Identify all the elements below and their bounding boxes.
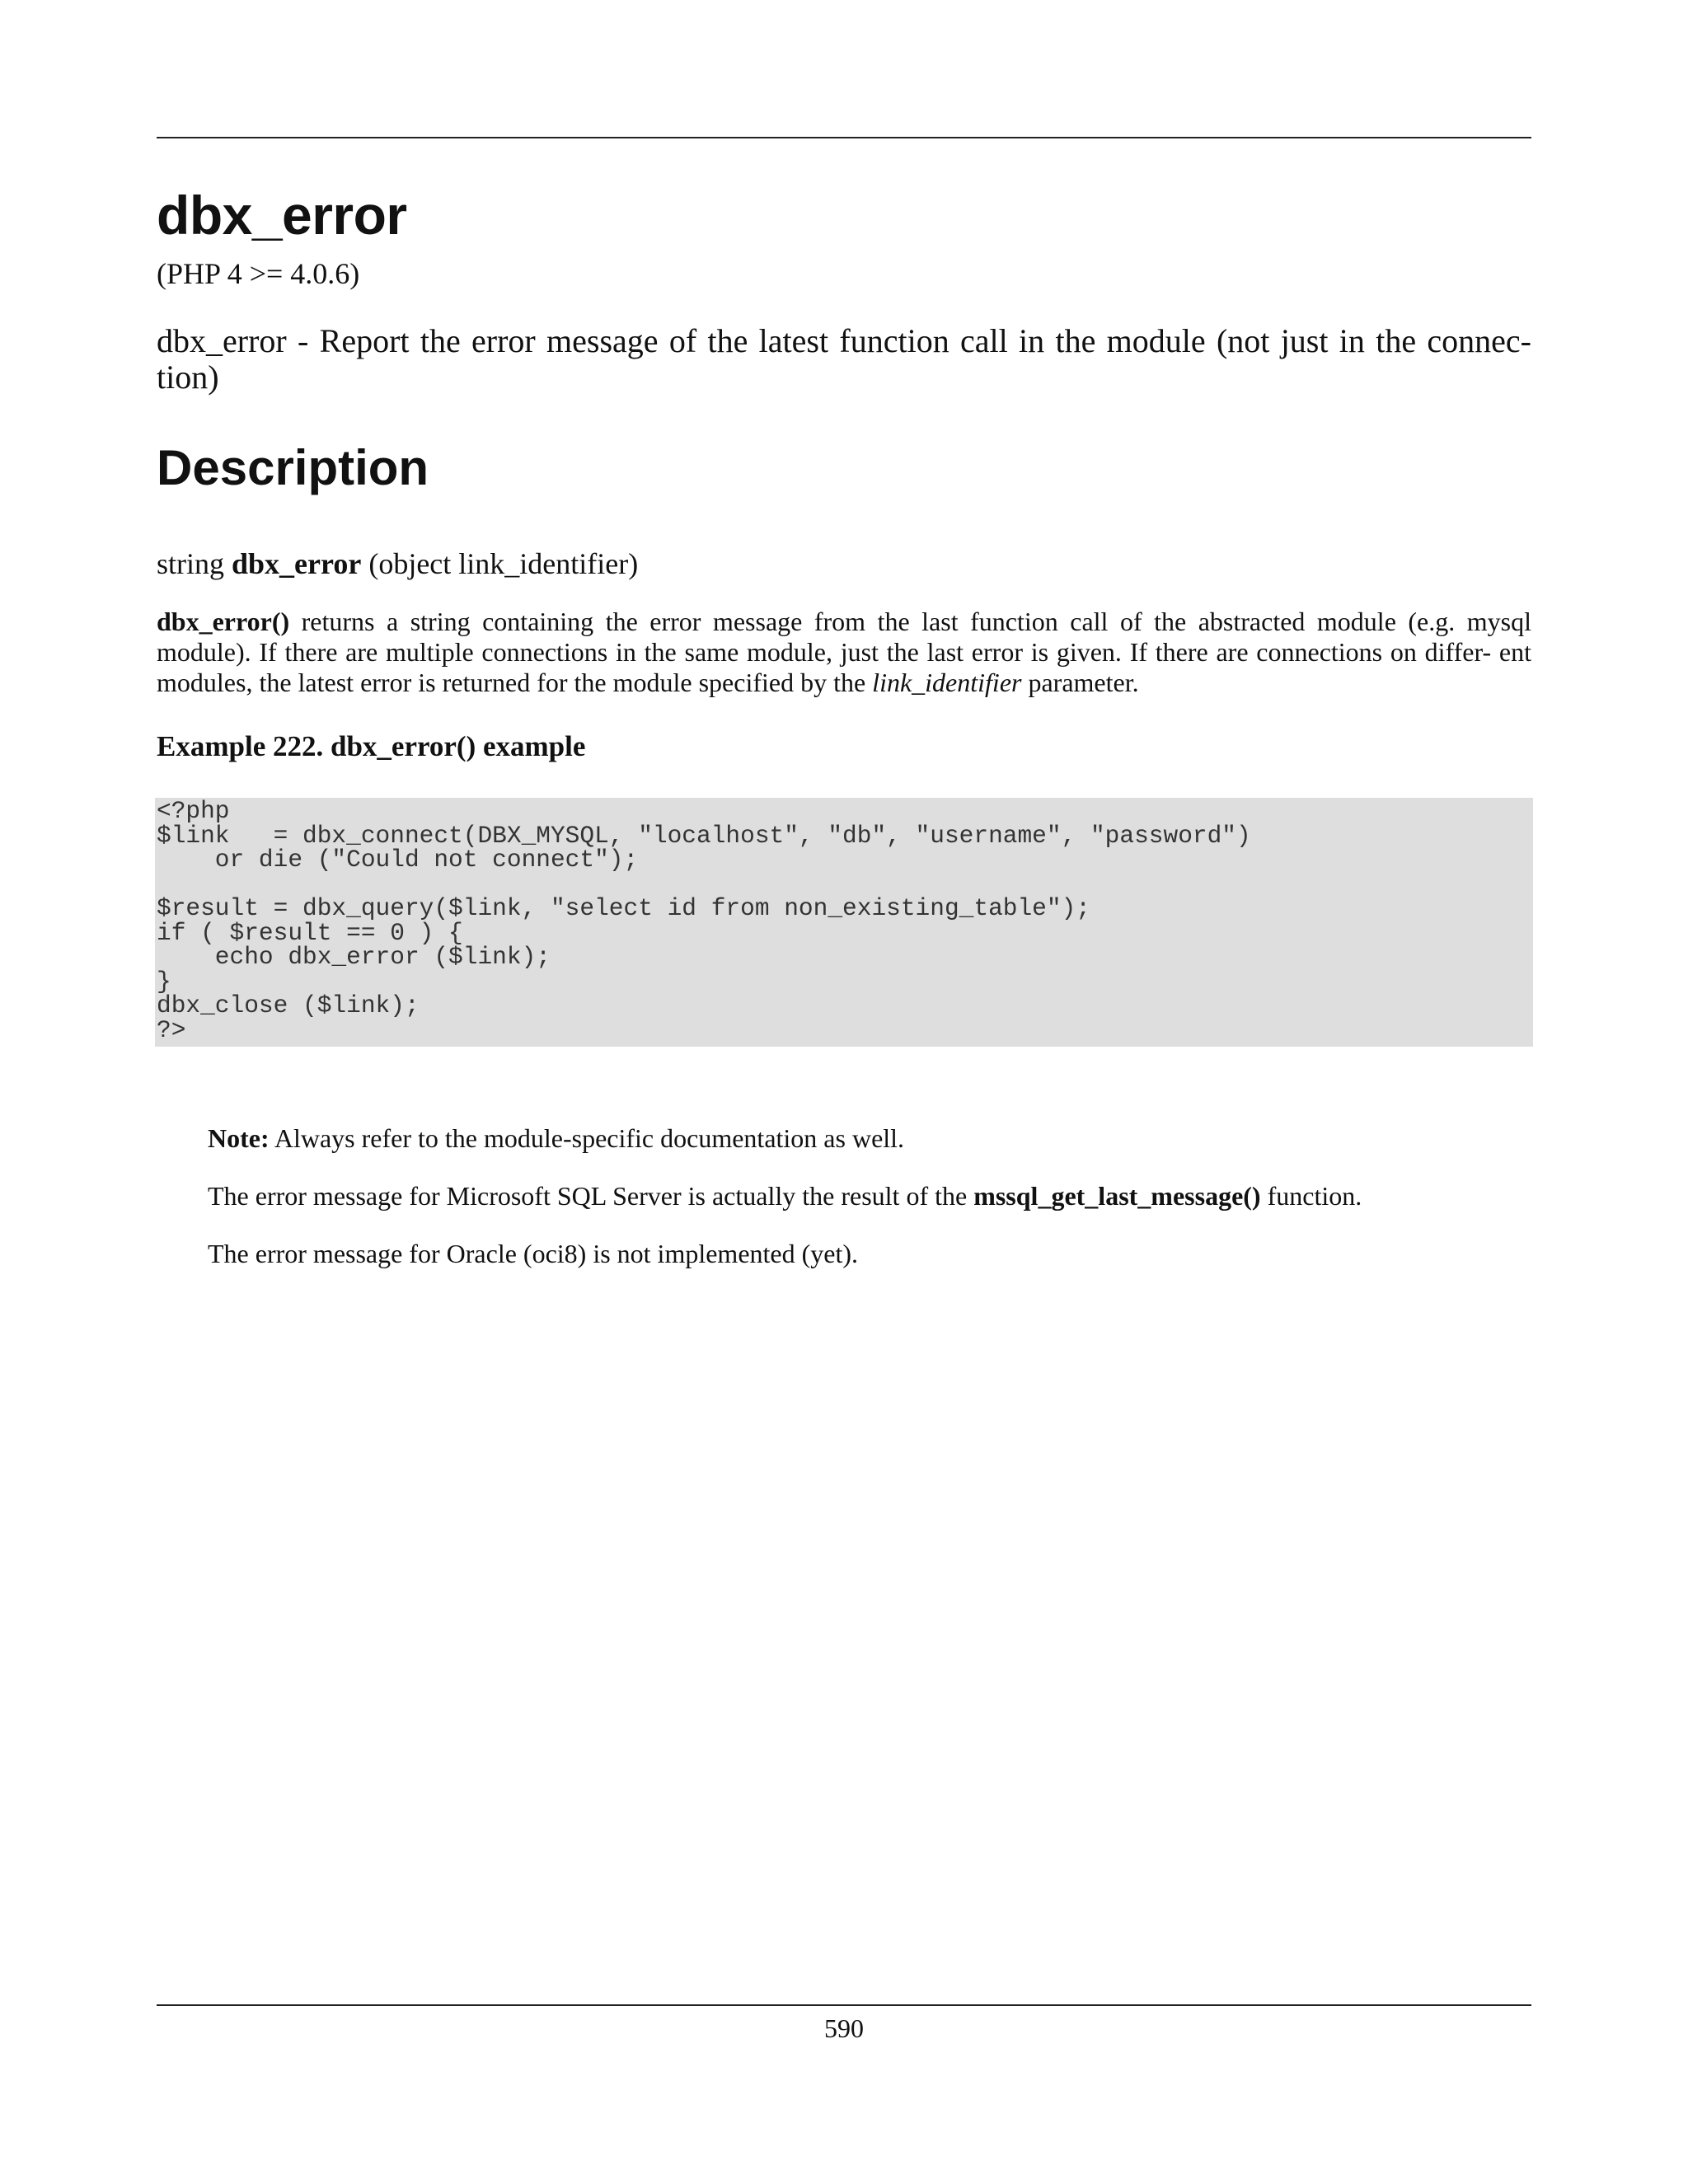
note-text-2-pre: The error message for Microsoft SQL Server is actually the result of the: [208, 1181, 974, 1211]
code-example: <?php $link = dbx_connect(DBX_MYSQL, "localhost", "db", "username", "password") or die ("Could not connect"); $result = dbx_query($link, "select id from non_existing_table"); if ( $result == 0 ) { echo dbx_error ($link); } dbx_close ($link); ?>: [155, 798, 1533, 1047]
function-reference: dbx_error(): [157, 607, 290, 636]
footer-rule: [157, 2004, 1531, 2006]
note-label: Note:: [208, 1123, 270, 1153]
note-line-2: [208, 1180, 1477, 1212]
php-version: (PHP 4 >= 4.0.6): [157, 257, 360, 290]
function-purpose: dbx_error - Report the error message of the latest function call in the module (not just in the connec- tion): [157, 322, 1531, 396]
function-name: dbx_error: [232, 547, 362, 580]
note-text-1: Always refer to the module-specific documentation as well.: [269, 1123, 905, 1153]
description-paragraph: [157, 607, 1531, 698]
function-params: (object link_identifier): [368, 547, 639, 580]
description-text-2: parameter.: [1021, 668, 1139, 697]
note-line-3: The error message for Oracle (oci8) is not implemented (yet).: [208, 1239, 859, 1268]
description-text-1: returns a string containing the error message from the last function call of the abstracted module (e.g. mysql module). If there are multiple connections in the same module, just the last error is given. If there are connections on differ- ent modules, the latest error is returned for the module specified by the: [157, 607, 1531, 697]
page-number: 590: [824, 2013, 864, 2043]
page-title: dbx_error: [157, 185, 407, 246]
function-synopsis: [157, 547, 638, 580]
description-heading: Description: [157, 440, 429, 495]
header-rule: [157, 137, 1531, 138]
parameter-reference: link_identifier: [872, 668, 1022, 697]
note-text-2-post: function.: [1260, 1181, 1362, 1211]
example-title: Example 222. dbx_error() example: [157, 730, 586, 762]
return-type: string: [157, 547, 225, 580]
mssql-function-reference: mssql_get_last_message(): [973, 1181, 1261, 1211]
note-line-1: [208, 1122, 1477, 1154]
manual-page: [157, 0, 1531, 2184]
